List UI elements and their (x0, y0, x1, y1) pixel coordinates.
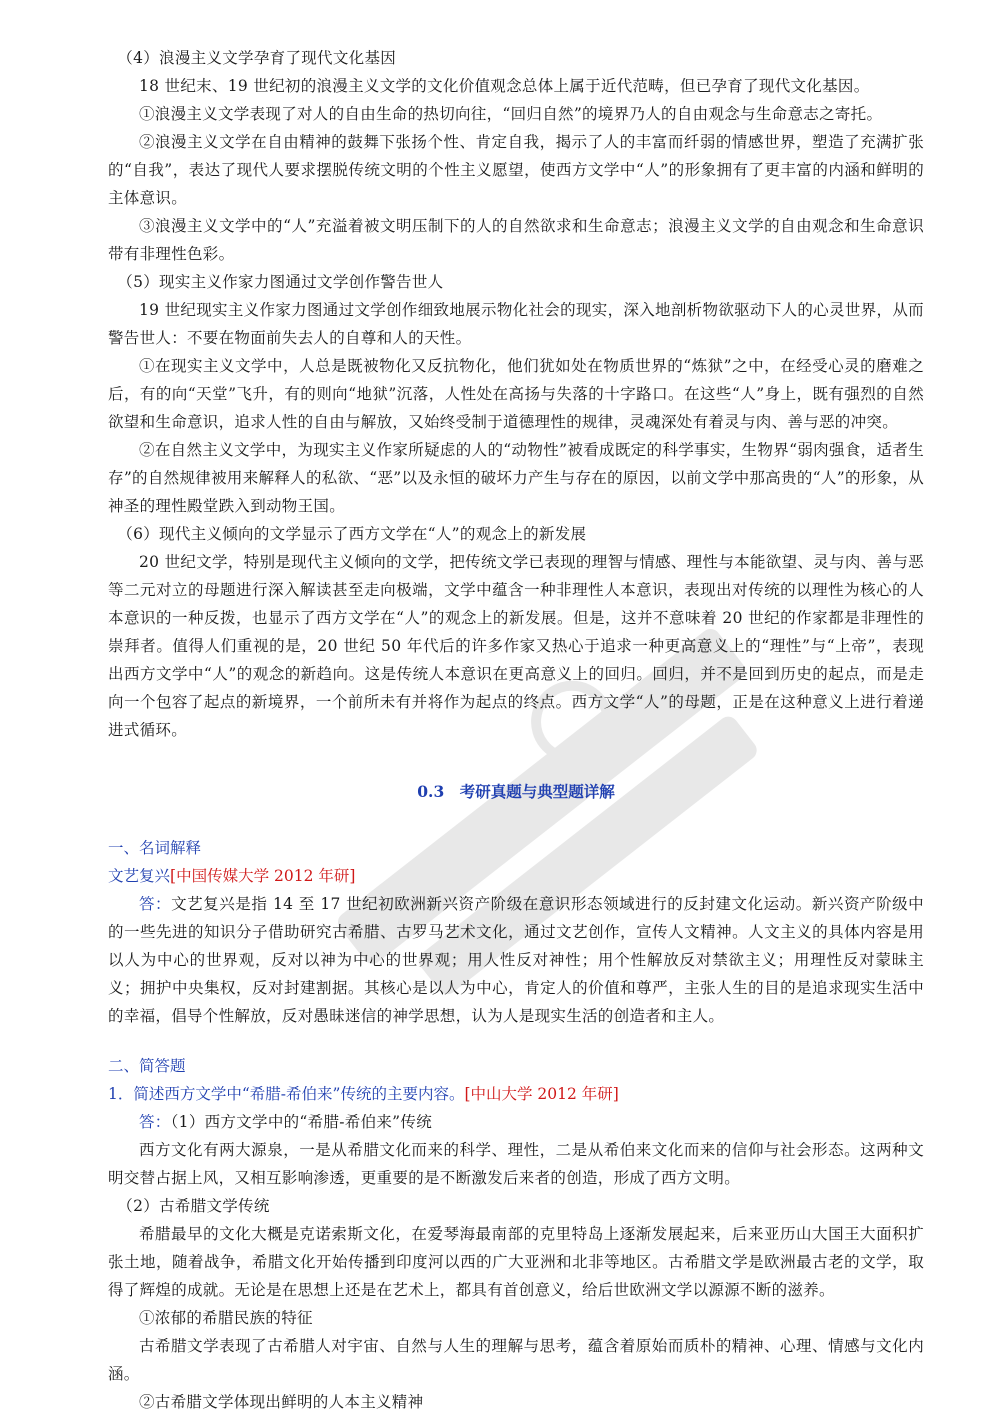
subheading-4: （4）浪漫主义文学孕育了现代文化基因 (117, 49, 397, 67)
paragraph: ③浪漫主义文学中的“人”充溢着被文明压制下的人的自然欲求和生命意志；浪漫主义文学的自由观念和生命意识带有非理性色彩。 (108, 217, 924, 263)
question-line (108, 1080, 924, 1108)
exam-source: [中国传媒大学 2012 年研] (170, 867, 356, 885)
part-heading-terms: 一、名词解释 (108, 839, 202, 857)
paragraph: 20 世纪文学，特别是现代主义倾向的文学，把传统文学已表现的理智与情感、理性与本能欲望、灵与肉、善与恶等二元对立的母题进行深入解读甚至走向极端，文学中蕴含一种非理性人本意识，表现出对传统的以理性为核心的人本意识的一种反拨，也显示了西方文学在“人”的观念上的新发展。但是，这并不意味着 20 世纪的作家都是非理性的崇拜者。值得人们重视的是，20 世纪 50 年代后的许多作家又热心于追求一种更高意义上的“理性”与“上帝”，表现出西方文学中“人”的观念的新趋向。这是传统人本意识在更高意义上的回归。回归，并不是回到历史的起点，而是走向一个包容了起点的新境界，一个前所未有并将作为起点的终点。西方文学“人”的母题，正是在这种意义上进行着递进式循环。 (108, 553, 924, 739)
subheading-5: （5）现实主义作家力图通过文学创作警告世人 (117, 273, 444, 291)
subheading: （2）古希腊文学传统 (117, 1197, 270, 1215)
question: 1．简述西方文学中“希腊-希伯来”传统的主要内容。 (108, 1085, 465, 1103)
answer-text: （1）西方文学中的“希腊-希伯来”传统 (170, 1113, 433, 1131)
subheading-6: （6）现代主义倾向的文学显示了西方文学在“人”的观念上的新发展 (117, 525, 587, 543)
answer-text: 文艺复兴是指 14 至 17 世纪初欧洲新兴资产阶级在意识形态领域进行的反封建文化运动。新兴资产阶级中的一些先进的知识分子借助研究古希腊、古罗马艺术文化，通过文艺创作，宣传人文精神。人文主义的具体内容是用以人为中心的世界观，反对以神为中心的世界观；用人性反对神性；用个性解放反对禁欲主义；用理性反对蒙昧主义；拥护中央集权，反对封建割据。其核心是以人为中心，肯定人的价值和尊严，主张人生的目的是追求现实生活中的幸福，倡导个性解放，反对愚昧迷信的神学思想，认为人是现实生活的创造者和主人。 (108, 895, 924, 1025)
exam-source: [中山大学 2012 年研] (464, 1085, 619, 1103)
document-page (108, 44, 924, 1416)
answer-paragraph (108, 1108, 924, 1136)
answer-label: 答： (139, 895, 172, 913)
part-heading-short-answer: 二、简答题 (108, 1057, 186, 1075)
paragraph: ②浪漫主义文学在自由精神的鼓舞下张扬个性、肯定自我，揭示了人的丰富而纤弱的情感世界，塑造了充满扩张的“自我”，表达了现代人要求摆脱传统文明的个性主义愿望，使西方文学中“人”的形象拥有了更丰富的内涵和鲜明的主体意识。 (108, 133, 924, 207)
answer-label: 答： (139, 1113, 171, 1131)
answer-paragraph (108, 890, 924, 1030)
subheading: ①浓郁的希腊民族的特征 (139, 1309, 313, 1327)
paragraph: 希腊最早的文化大概是克诺索斯文化，在爱琴海最南部的克里特岛上逐渐发展起来，后来亚历山大国王大面积扩张土地，随着战争，希腊文化开始传播到印度河以西的广大亚洲和北非等地区。古希腊文学是欧洲最古老的文学，取得了辉煌的成就。无论是在思想上还是在艺术上，都具有首创意义，给后世欧洲文学以源源不断的滋养。 (108, 1225, 924, 1299)
section-title: 0.3 考研真题与典型题详解 (417, 782, 615, 801)
paragraph: 古希腊文学表现了古希腊人对宇宙、自然与人生的理解与思考，蕴含着原始而质朴的精神、心理、情感与文化内涵。 (108, 1337, 924, 1383)
paragraph: 19 世纪现实主义作家力图通过文学创作细致地展示物化社会的现实，深入地剖析物欲驱动下人的心灵世界，从而警告世人：不要在物面前失去人的自尊和人的天性。 (108, 301, 924, 347)
subheading: ②古希腊文学体现出鲜明的人本主义精神 (139, 1393, 424, 1411)
term-line (108, 862, 924, 890)
term: 文艺复兴 (108, 867, 171, 885)
paragraph: ①在现实主义文学中，人总是既被物化又反抗物化，他们犹如处在物质世界的“炼狱”之中，在经受心灵的磨难之后，有的向“天堂”飞升，有的则向“地狱”沉落，人性处在高扬与失落的十字路口。在这些“人”身上，既有强烈的自然欲望和生命意识，追求人性的自由与解放，又始终受制于道德理性的规律，灵魂深处有着灵与肉、善与恶的冲突。 (108, 357, 924, 431)
paragraph: ②在自然主义文学中，为现实主义作家所疑虑的人的“动物性”被看成既定的科学事实，生物界“弱肉强食，适者生存”的自然规律被用来解释人的私欲、“恶”以及永恒的破坏力产生与存在的原因，以前文学中那高贵的“人”的形象，从神圣的理性殿堂跌入到动物王国。 (108, 441, 924, 515)
paragraph: ①浪漫主义文学表现了对人的自由生命的热切向往，“回归自然”的境界乃人的自由观念与生命意志之寄托。 (139, 105, 883, 123)
paragraph: 18 世纪末、19 世纪初的浪漫主义文学的文化价值观念总体上属于近代范畴，但已孕育了现代文化基因。 (139, 77, 870, 95)
paragraph: 西方文化有两大源泉，一是从希腊文化而来的科学、理性，二是从希伯来文化而来的信仰与社会形态。这两种文明交替占据上风，又相互影响渗透，更重要的是不断激发后来者的创造，形成了西方文明。 (108, 1141, 924, 1187)
